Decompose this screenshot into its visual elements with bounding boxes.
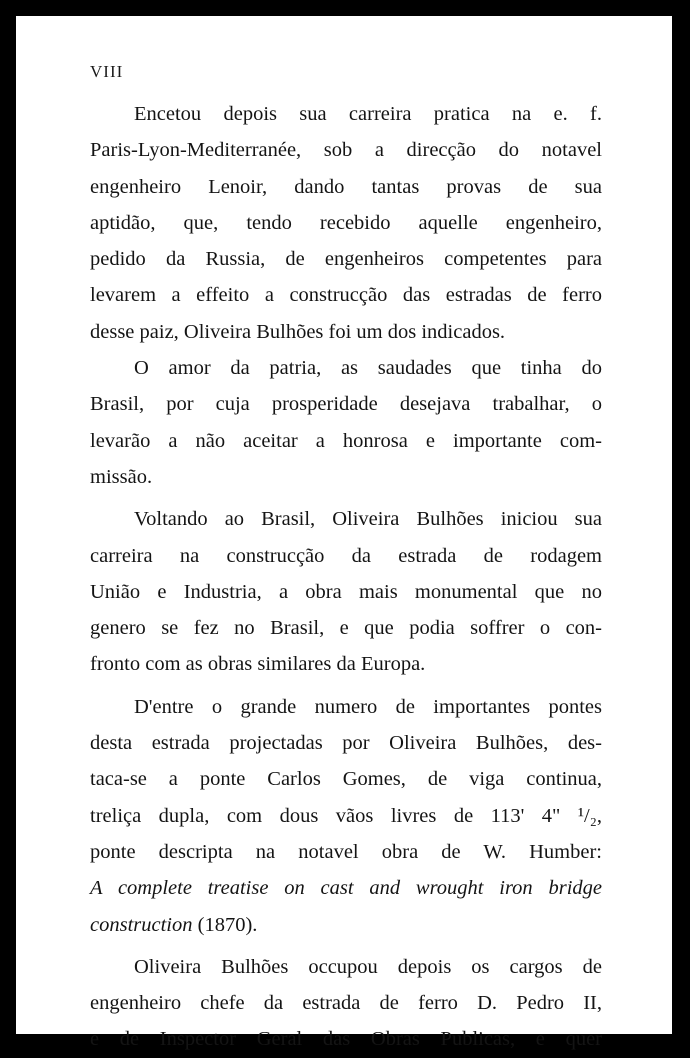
text-line: Brasil, por cuja prosperidade desejava trabalhar, o [90, 393, 602, 416]
text-line: União e Industria, a obra mais monumental que no [90, 580, 602, 603]
text-line: desta estrada projectadas por Oliveira Bulhões, des- [90, 732, 602, 755]
text-line: levarão a não aceitar a honrosa e importante com- [90, 429, 602, 452]
text-line: treliça dupla, com dous vãos livres de 113' 4" ¹/₂, [90, 804, 602, 827]
text-line: Paris-Lyon-Mediterranée, sob a direcção do notavel [90, 139, 602, 162]
text-line: engenheiro chefe da estrada de ferro D. Pedro II, [90, 992, 602, 1015]
text-line: pedido da Russia, de engenheiros competentes para [90, 248, 602, 271]
text-line: levarem a effeito a construcção das estradas de ferro [90, 284, 602, 307]
text-line: Oliveira Bulhões occupou depois os cargos de [134, 955, 602, 978]
text-line: desse paiz, Oliveira Bulhões foi um dos indicados. [90, 320, 506, 343]
page-number: VIII [90, 62, 124, 81]
body-text [90, 96, 602, 1058]
page-frame [14, 14, 674, 1051]
text-line: engenheiro Lenoir, dando tantas provas de sua [90, 175, 602, 198]
text-line: D'entre o grande numero de importantes pontes [134, 695, 602, 718]
text-line: carreira na construcção da estrada de rodagem [90, 544, 602, 567]
text-line: O amor da patria, as saudades que tinha do [134, 357, 602, 380]
text-line: Encetou depois sua carreira pratica na e. f. [134, 103, 602, 125]
text-line: taca-se a ponte Carlos Gomes, de viga continua, [90, 768, 602, 791]
book-title-line: A complete treatise on cast and wrought iron bridge [90, 877, 602, 900]
text-line: ponte descripta na notavel obra de W. Humber: [90, 840, 602, 863]
text-line: e de Inspector Geral das Obras Publicas, e quer [90, 1028, 602, 1051]
text-line: missão. [90, 465, 153, 488]
text-line: aptidão, que, tendo recebido aquelle engenheiro, [90, 211, 602, 234]
text-line: construction (1870). [90, 913, 258, 936]
text-line: fronto com as obras similares da Europa. [90, 653, 426, 676]
text-line: genero se fez no Brasil, e que podia soffrer o con- [90, 617, 602, 640]
text-line: Voltando ao Brasil, Oliveira Bulhões iniciou sua [134, 508, 602, 531]
